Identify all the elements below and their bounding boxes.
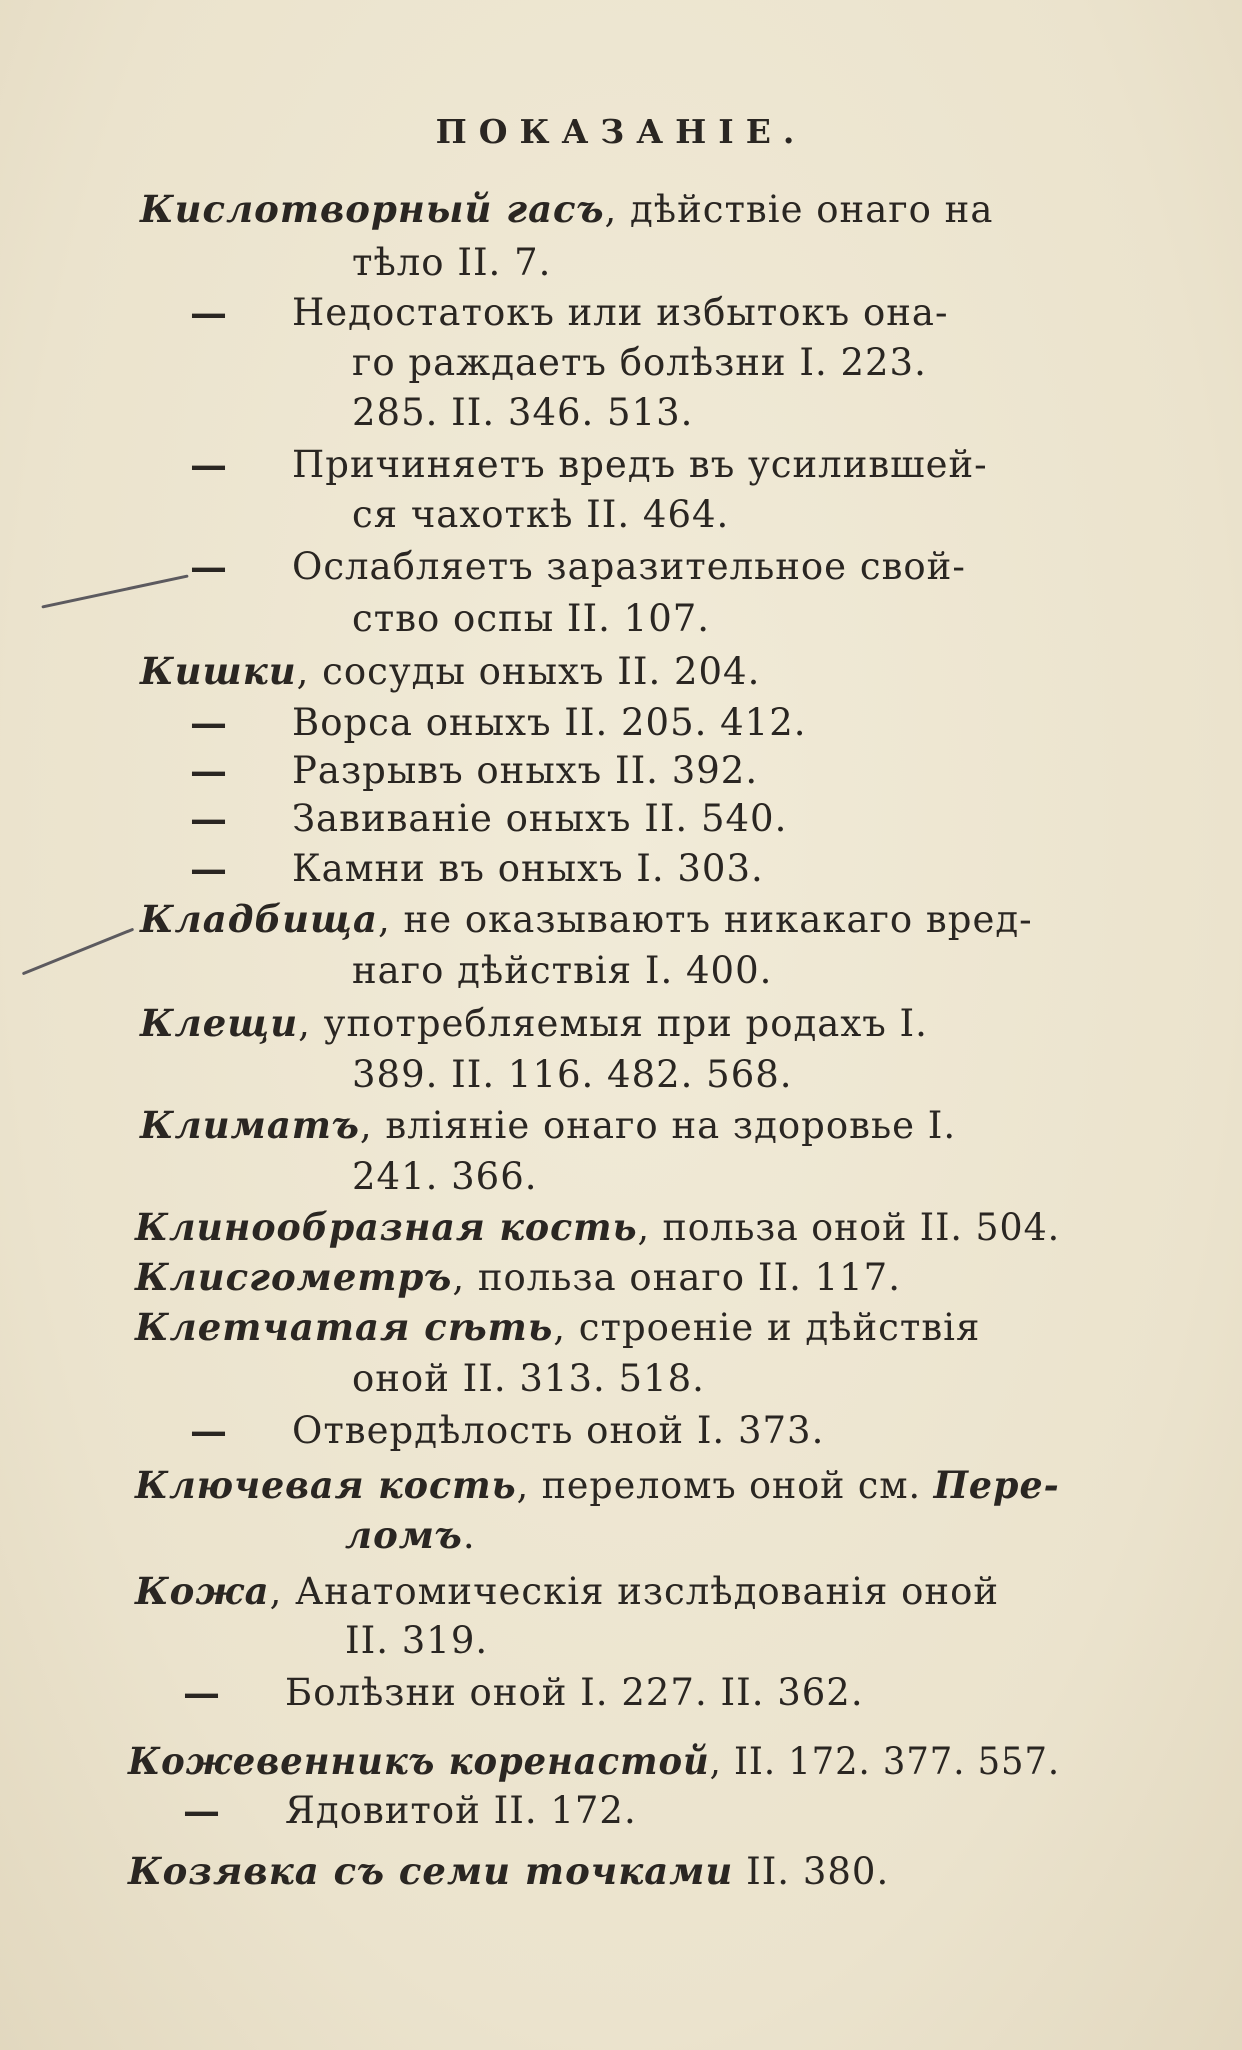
- entry-text: , польза оной II. 504.: [637, 1206, 1061, 1249]
- entry-crossref: Пере-: [933, 1463, 1060, 1507]
- entry-text: оной II. 313. 518.: [352, 1357, 705, 1400]
- entry-dash: —: [190, 797, 227, 841]
- entry-text: , Анатомическія изслѣдованія оной: [269, 1570, 1000, 1613]
- entry-text: наго дѣйствія I. 400.: [352, 949, 773, 992]
- entry-text: Завиваніе оныхъ II. 540.: [292, 797, 788, 840]
- index-entry-continuation: [352, 1154, 538, 1200]
- index-entry-continuation: [345, 1618, 488, 1664]
- entry-headword: Клинообразная кость: [135, 1205, 638, 1249]
- entry-text: II. 319.: [345, 1619, 489, 1662]
- entry-text: , сосуды оныхъ II. 204.: [296, 650, 761, 693]
- entry-dash: —: [190, 701, 227, 745]
- index-entry: [135, 1462, 1060, 1509]
- index-entry-continuation: [285, 1670, 864, 1716]
- index-entry: [140, 1000, 928, 1047]
- index-entry-continuation: [292, 1408, 824, 1454]
- index-entry-continuation: [285, 1788, 637, 1834]
- index-entry: [128, 1848, 889, 1895]
- index-entry: [140, 1102, 956, 1149]
- entry-text: , не оказываютъ никакаго вред-: [378, 898, 1033, 941]
- entry-text: Камни въ оныхъ I. 303.: [292, 847, 764, 890]
- entry-dash: —: [190, 443, 227, 487]
- entry-dash: —: [190, 749, 227, 793]
- entry-text: , строеніе и дѣйствія: [553, 1306, 981, 1349]
- index-entry: [135, 1568, 999, 1615]
- entry-text: Ядовитой II. 172.: [285, 1789, 637, 1832]
- entry-headword: ломъ: [345, 1513, 463, 1557]
- entry-headword: Клисгометръ: [135, 1255, 453, 1299]
- entry-text: Ворса оныхъ II. 205. 412.: [292, 701, 807, 744]
- entry-headword: Клещи: [140, 1001, 299, 1045]
- entry-headword: Ключевая кость: [135, 1463, 517, 1507]
- index-entry-continuation: [292, 846, 764, 892]
- entry-text: го раждаетъ болѣзни I. 223.: [352, 341, 927, 384]
- entry-headword: Клетчатая сѣть: [135, 1305, 554, 1349]
- entry-text: 389. II. 116. 482. 568.: [352, 1053, 793, 1096]
- entry-text: , польза онаго II. 117.: [452, 1256, 901, 1299]
- entry-text: Разрывъ оныхъ II. 392.: [292, 749, 759, 792]
- entry-headword: Кладбища: [140, 897, 379, 941]
- entry-headword: Кишки: [140, 649, 297, 693]
- entry-headword: Климатъ: [140, 1103, 360, 1147]
- entry-text: 241. 366.: [352, 1155, 538, 1198]
- index-entry-continuation: [292, 544, 966, 590]
- index-entry-continuation: [352, 596, 710, 642]
- entry-dash: —: [190, 1409, 227, 1453]
- pencil-mark: [41, 574, 188, 608]
- index-entry-continuation: [352, 340, 927, 386]
- entry-dash: —: [190, 545, 227, 589]
- entry-headword: Кислотворный гасъ: [140, 187, 605, 231]
- index-entry: [135, 1204, 1060, 1251]
- index-entry-continuation: [352, 390, 693, 436]
- index-entry-continuation: [292, 700, 807, 746]
- entry-text: тѣло II. 7.: [352, 241, 552, 284]
- entry-dash: —: [183, 1671, 220, 1715]
- entry-text: , переломъ оной см.: [516, 1464, 934, 1507]
- index-entry: [135, 1254, 901, 1301]
- entry-text: , употребляемыя при родахъ I.: [298, 1002, 928, 1045]
- index-entry: [128, 1738, 1060, 1785]
- index-entry-continuation: [352, 948, 772, 994]
- entry-text: , II. 172. 377. 557.: [709, 1740, 1061, 1783]
- index-entry: [140, 896, 1033, 943]
- index-entry-continuation: [292, 290, 948, 336]
- entry-text: , вліяніе онаго на здоровье I.: [359, 1104, 957, 1147]
- index-entry: [140, 648, 760, 695]
- entry-text: Болѣзни оной I. 227. II. 362.: [285, 1671, 864, 1714]
- page-heading: ПОКАЗАНІЕ.: [435, 112, 807, 151]
- index-entry: [140, 186, 993, 233]
- pencil-mark: [22, 928, 134, 976]
- entry-dash: —: [190, 847, 227, 891]
- entry-text: Ослабляетъ заразительное свой-: [292, 545, 966, 588]
- entry-text: II. 380.: [733, 1850, 890, 1893]
- index-entry-continuation: [292, 442, 988, 488]
- index-entry: [345, 1512, 476, 1559]
- entry-text: ство оспы II. 107.: [352, 597, 711, 640]
- entry-text: .: [462, 1514, 476, 1557]
- index-entry-continuation: [292, 796, 787, 842]
- index-entry-continuation: [352, 1052, 793, 1098]
- index-entry-continuation: [352, 240, 551, 286]
- entry-headword: Кожевенникъ коренастой: [128, 1739, 710, 1783]
- index-entry-continuation: [292, 748, 758, 794]
- entry-text: 285. II. 346. 513.: [352, 391, 694, 434]
- index-entry: [135, 1304, 980, 1351]
- entry-headword: Кожа: [135, 1569, 270, 1613]
- entry-text: ся чахоткѣ II. 464.: [352, 493, 730, 536]
- entry-dash: —: [190, 291, 227, 335]
- entry-text: Отвердѣлость оной I. 373.: [292, 1409, 825, 1452]
- entry-headword: Козявка съ семи точками: [128, 1849, 734, 1893]
- entry-text: Недостатокъ или избытокъ она-: [292, 291, 949, 334]
- entry-dash: —: [183, 1789, 220, 1833]
- entry-text: , дѣйствіе онаго на: [604, 188, 994, 231]
- index-entry-continuation: [352, 492, 729, 538]
- entry-text: Причиняетъ вредъ въ усилившей-: [292, 443, 988, 486]
- index-entry-continuation: [352, 1356, 705, 1402]
